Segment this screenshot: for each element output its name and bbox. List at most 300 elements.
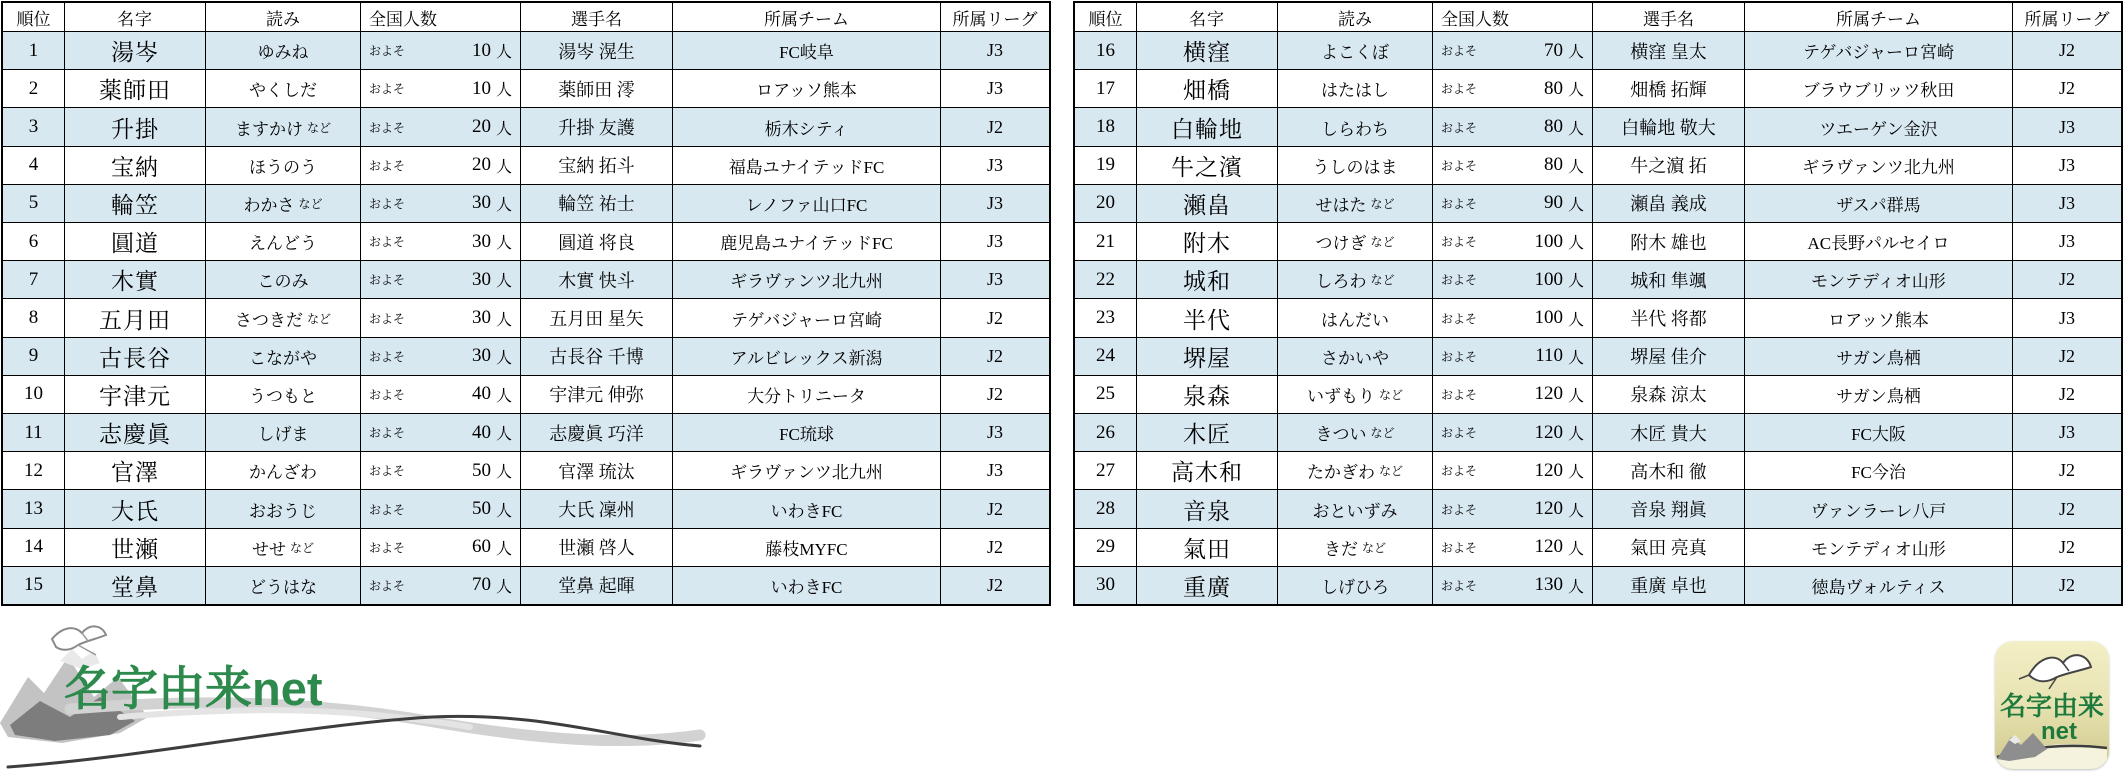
population-count: 100 <box>1534 307 1563 329</box>
team-cell: モンテディオ山形 <box>1745 260 2013 298</box>
rank-cell: 2 <box>3 69 65 107</box>
rank-cell: 14 <box>3 528 65 566</box>
population-cell <box>361 566 521 604</box>
surname-cell: 堂鼻 <box>65 566 206 604</box>
team-cell: ロアッソ熊本 <box>673 69 941 107</box>
population-cell <box>361 222 521 260</box>
team-cell: 福島ユナイテッドFC <box>673 146 941 184</box>
population-count: 110 <box>1535 345 1563 367</box>
surname-cell: 大氏 <box>65 489 206 527</box>
reading-cell <box>1278 489 1433 527</box>
team-cell: 栃木シティ <box>673 107 941 145</box>
player-name-cell: 湯岑 滉生 <box>521 31 673 69</box>
population-count: 30 <box>471 307 491 329</box>
surname-cell: 音泉 <box>1137 489 1278 527</box>
approx-label: およそ <box>1441 120 1478 135</box>
badge-graphic <box>1995 641 2109 769</box>
reading-text: せはた <box>1315 195 1367 215</box>
reading-note: など <box>1370 426 1395 441</box>
reading-text: はんだい <box>1321 310 1389 330</box>
population-cell <box>1433 222 1593 260</box>
reading-cell <box>206 107 361 145</box>
rank-cell: 17 <box>1075 69 1137 107</box>
league-cell: J3 <box>941 184 1049 222</box>
reading-text: せせ <box>251 539 286 559</box>
rank-cell: 7 <box>3 260 65 298</box>
league-cell: J2 <box>941 528 1049 566</box>
reading-cell <box>206 184 361 222</box>
league-cell: J3 <box>941 451 1049 489</box>
people-unit-label: 人 <box>495 235 512 253</box>
people-unit-label: 人 <box>495 82 512 100</box>
population-cell <box>361 375 521 413</box>
reading-cell <box>1278 31 1433 69</box>
league-cell: J2 <box>941 566 1049 604</box>
team-cell: AC長野パルセイロ <box>1745 222 2013 260</box>
column-header-3: 全国人数 <box>361 3 521 31</box>
rank-cell: 25 <box>1075 375 1137 413</box>
people-unit-label: 人 <box>1567 540 1584 558</box>
player-name-cell: 白輪地 敬大 <box>1593 107 1745 145</box>
population-cell <box>361 260 521 298</box>
team-cell: テゲバジャーロ宮崎 <box>673 298 941 336</box>
approx-label: およそ <box>1441 196 1478 211</box>
population-cell <box>1433 528 1593 566</box>
column-header-5: 所属チーム <box>1745 3 2013 31</box>
league-cell: J2 <box>2013 69 2121 107</box>
surname-cell: 升掛 <box>65 107 206 145</box>
people-unit-label: 人 <box>495 311 512 329</box>
league-cell: J3 <box>941 260 1049 298</box>
people-unit-label: 人 <box>495 273 512 291</box>
reading-cell <box>1278 107 1433 145</box>
reading-cell <box>1278 260 1433 298</box>
approx-label: およそ <box>369 464 406 479</box>
team-cell: モンテディオ山形 <box>1745 528 2013 566</box>
team-cell: テゲバジャーロ宮崎 <box>1745 31 2013 69</box>
population-count: 40 <box>471 383 491 405</box>
reading-cell <box>1278 413 1433 451</box>
league-cell: J2 <box>2013 489 2121 527</box>
reading-text: しろわ <box>1315 272 1367 292</box>
badge-text-line2: net <box>2041 718 2077 745</box>
rank-cell: 28 <box>1075 489 1137 527</box>
table-row <box>1075 146 2121 184</box>
team-cell: いわきFC <box>673 489 941 527</box>
team-cell: ギラヴァンツ北九州 <box>673 260 941 298</box>
player-name-cell: 音泉 翔眞 <box>1593 489 1745 527</box>
team-cell: レノファ山口FC <box>673 184 941 222</box>
column-header-0: 順位 <box>1075 3 1137 31</box>
league-cell: J2 <box>941 298 1049 336</box>
reading-text: うしのはま <box>1312 157 1398 177</box>
reading-text: きつい <box>1315 425 1367 445</box>
player-name-cell: 世瀬 啓人 <box>521 528 673 566</box>
league-cell: J2 <box>941 489 1049 527</box>
population-cell <box>1433 146 1593 184</box>
logo-text: 名字由来net <box>64 662 323 715</box>
surname-cell: 木匠 <box>1137 413 1278 451</box>
ink-mountain-logo-graphic <box>0 605 710 775</box>
reading-note: など <box>289 540 314 555</box>
table-row <box>1075 184 2121 222</box>
population-count: 130 <box>1534 574 1563 596</box>
league-cell: J2 <box>2013 528 2121 566</box>
player-name-cell: 畑橋 拓輝 <box>1593 69 1745 107</box>
approx-label: およそ <box>1441 349 1478 364</box>
population-cell <box>361 337 521 375</box>
player-name-cell: 五月田 星矢 <box>521 298 673 336</box>
league-cell: J3 <box>941 413 1049 451</box>
surname-cell: 古長谷 <box>65 337 206 375</box>
people-unit-label: 人 <box>1567 273 1584 291</box>
rank-cell: 26 <box>1075 413 1137 451</box>
reading-text: かんざわ <box>249 463 317 483</box>
reading-cell <box>206 413 361 451</box>
surname-cell: 瀬畠 <box>1137 184 1278 222</box>
approx-label: およそ <box>1441 158 1478 173</box>
team-cell: ザスパ群馬 <box>1745 184 2013 222</box>
league-cell: J2 <box>2013 260 2121 298</box>
player-name-cell: 横窪 皇太 <box>1593 31 1745 69</box>
people-unit-label: 人 <box>1567 502 1584 520</box>
league-cell: J3 <box>2013 413 2121 451</box>
reading-note: など <box>1370 196 1395 211</box>
team-cell: FC琉球 <box>673 413 941 451</box>
reading-text: きだ <box>1323 539 1358 559</box>
people-unit-label: 人 <box>1567 235 1584 253</box>
reading-text: つけぎ <box>1315 234 1367 254</box>
population-cell <box>361 184 521 222</box>
rank-cell: 24 <box>1075 337 1137 375</box>
rank-cell: 9 <box>3 337 65 375</box>
people-unit-label: 人 <box>495 464 512 482</box>
team-cell: ブラウブリッツ秋田 <box>1745 69 2013 107</box>
team-cell: ギラヴァンツ北九州 <box>1745 146 2013 184</box>
approx-label: およそ <box>1441 578 1478 593</box>
population-count: 90 <box>1543 192 1563 214</box>
reading-note: など <box>1378 387 1403 402</box>
population-count: 120 <box>1534 498 1563 520</box>
population-cell <box>1433 260 1593 298</box>
surname-cell: 圓道 <box>65 222 206 260</box>
team-cell: FC大阪 <box>1745 413 2013 451</box>
surname-cell: 木實 <box>65 260 206 298</box>
population-cell <box>1433 413 1593 451</box>
approx-label: およそ <box>369 502 406 517</box>
player-name-cell: 重廣 卓也 <box>1593 566 1745 604</box>
table-row <box>3 451 1049 489</box>
surname-cell: 牛之濱 <box>1137 146 1278 184</box>
column-header-2: 読み <box>1278 3 1433 31</box>
league-cell: J2 <box>941 337 1049 375</box>
rank-cell: 19 <box>1075 146 1137 184</box>
table-row <box>1075 260 2121 298</box>
population-count: 120 <box>1534 459 1563 481</box>
population-count: 70 <box>471 574 491 596</box>
player-name-cell: 木實 快斗 <box>521 260 673 298</box>
population-count: 80 <box>1543 116 1563 137</box>
player-name-cell: 志慶眞 巧洋 <box>521 413 673 451</box>
reading-note: など <box>1378 464 1403 479</box>
surname-ranking-table-right <box>1073 1 2123 606</box>
approx-label: およそ <box>1441 387 1478 402</box>
player-name-cell: 城和 隼颯 <box>1593 260 1745 298</box>
population-count: 50 <box>471 498 491 520</box>
reading-note: など <box>298 196 323 211</box>
approx-label: およそ <box>369 540 406 555</box>
approx-label: およそ <box>1441 502 1478 517</box>
player-name-cell: 半代 将都 <box>1593 298 1745 336</box>
site-logo <box>0 605 710 775</box>
population-cell <box>361 413 521 451</box>
reading-cell <box>1278 337 1433 375</box>
player-name-cell: 木匠 貴大 <box>1593 413 1745 451</box>
player-name-cell: 官澤 琉汰 <box>521 451 673 489</box>
table-row <box>3 184 1049 222</box>
surname-cell: 世瀬 <box>65 528 206 566</box>
approx-label: およそ <box>1441 464 1478 479</box>
population-count: 120 <box>1534 383 1563 405</box>
surname-cell: 附木 <box>1137 222 1278 260</box>
reading-cell <box>206 298 361 336</box>
reading-text: さつきだ <box>234 310 303 330</box>
table-row <box>1075 489 2121 527</box>
reading-text: しげひろ <box>1321 577 1389 597</box>
population-cell <box>361 528 521 566</box>
rank-cell: 5 <box>3 184 65 222</box>
surname-cell: 高木和 <box>1137 451 1278 489</box>
table-row <box>3 31 1049 69</box>
surname-cell: 泉森 <box>1137 375 1278 413</box>
population-count: 70 <box>1543 39 1563 61</box>
team-cell: サガン鳥栖 <box>1745 337 2013 375</box>
rank-cell: 10 <box>3 375 65 413</box>
people-unit-label: 人 <box>1567 311 1584 329</box>
approx-label: およそ <box>369 82 406 97</box>
column-header-0: 順位 <box>3 3 65 31</box>
population-cell <box>361 31 521 69</box>
surname-cell: 宝納 <box>65 146 206 184</box>
table-header-row <box>3 3 1049 31</box>
team-cell: 鹿児島ユナイテッドFC <box>673 222 941 260</box>
surname-cell: 重廣 <box>1137 566 1278 604</box>
surname-cell: 城和 <box>1137 260 1278 298</box>
league-cell: J2 <box>2013 451 2121 489</box>
rank-cell: 13 <box>3 489 65 527</box>
table-row <box>1075 375 2121 413</box>
rank-cell: 15 <box>3 566 65 604</box>
population-cell <box>361 298 521 336</box>
team-cell: サガン鳥栖 <box>1745 375 2013 413</box>
table-row <box>3 413 1049 451</box>
league-cell: J2 <box>2013 566 2121 604</box>
table-row <box>1075 528 2121 566</box>
people-unit-label: 人 <box>495 387 512 405</box>
league-cell: J3 <box>2013 222 2121 260</box>
reading-cell <box>1278 566 1433 604</box>
reading-cell <box>1278 375 1433 413</box>
population-cell <box>361 69 521 107</box>
reading-text: さかいや <box>1321 348 1389 368</box>
people-unit-label: 人 <box>1567 120 1584 138</box>
table-row <box>1075 107 2121 145</box>
column-header-4: 選手名 <box>521 3 673 31</box>
league-cell: J3 <box>941 31 1049 69</box>
team-cell: ギラヴァンツ北九州 <box>673 451 941 489</box>
population-cell <box>361 489 521 527</box>
player-name-cell: 氣田 亮真 <box>1593 528 1745 566</box>
column-header-1: 名字 <box>1137 3 1278 31</box>
player-name-cell: 高木和 徹 <box>1593 451 1745 489</box>
approx-label: およそ <box>369 120 406 135</box>
reading-cell <box>1278 69 1433 107</box>
reading-cell <box>206 566 361 604</box>
reading-cell <box>206 146 361 184</box>
surname-cell: 湯岑 <box>65 31 206 69</box>
people-unit-label: 人 <box>1567 387 1584 405</box>
reading-text: ますかけ <box>234 119 303 139</box>
player-name-cell: 牛之濵 拓 <box>1593 146 1745 184</box>
team-cell: 徳島ヴォルティス <box>1745 566 2013 604</box>
league-cell: J3 <box>941 146 1049 184</box>
team-cell: FC今治 <box>1745 451 2013 489</box>
surname-cell: 畑橋 <box>1137 69 1278 107</box>
reading-note: など <box>306 311 331 326</box>
reading-text: おといずみ <box>1312 501 1398 521</box>
league-cell: J2 <box>2013 375 2121 413</box>
rank-cell: 8 <box>3 298 65 336</box>
approx-label: およそ <box>369 273 406 288</box>
people-unit-label: 人 <box>495 502 512 520</box>
rank-cell: 23 <box>1075 298 1137 336</box>
rank-cell: 18 <box>1075 107 1137 145</box>
approx-label: およそ <box>1441 82 1478 97</box>
surname-cell: 氣田 <box>1137 528 1278 566</box>
rank-cell: 29 <box>1075 528 1137 566</box>
column-header-1: 名字 <box>65 3 206 31</box>
reading-text: しげま <box>257 425 309 445</box>
surname-cell: 半代 <box>1137 298 1278 336</box>
reading-cell <box>1278 298 1433 336</box>
table-row <box>3 528 1049 566</box>
player-name-cell: 圓道 将良 <box>521 222 673 260</box>
table-row <box>1075 413 2121 451</box>
league-cell: J3 <box>2013 107 2121 145</box>
rank-cell: 12 <box>3 451 65 489</box>
approx-label: およそ <box>369 44 406 59</box>
surname-cell: 堺屋 <box>1137 337 1278 375</box>
surname-ranking-table-left <box>1 1 1051 606</box>
reading-text: よこくぼ <box>1321 43 1389 63</box>
table-row <box>3 260 1049 298</box>
people-unit-label: 人 <box>1567 158 1584 176</box>
reading-text: たかぎわ <box>1306 463 1375 483</box>
reading-text: どうはな <box>249 577 317 597</box>
people-unit-label: 人 <box>495 540 512 558</box>
people-unit-label: 人 <box>495 196 512 214</box>
population-cell <box>1433 489 1593 527</box>
reading-text: このみ <box>257 272 309 292</box>
league-cell: J3 <box>941 222 1049 260</box>
team-cell: ツエーゲン金沢 <box>1745 107 2013 145</box>
player-name-cell: 堂鼻 起暉 <box>521 566 673 604</box>
team-cell: いわきFC <box>673 566 941 604</box>
people-unit-label: 人 <box>1567 578 1584 596</box>
column-header-3: 全国人数 <box>1433 3 1593 31</box>
reading-note: など <box>1370 235 1395 250</box>
rank-cell: 6 <box>3 222 65 260</box>
reading-text: ゆみね <box>257 43 309 63</box>
population-count: 10 <box>471 77 491 99</box>
rank-cell: 30 <box>1075 566 1137 604</box>
approx-label: およそ <box>1441 273 1478 288</box>
reading-text: えんどう <box>249 234 317 254</box>
reading-text: おおうじ <box>249 501 317 521</box>
people-unit-label: 人 <box>495 349 512 367</box>
approx-label: およそ <box>369 578 406 593</box>
league-cell: J3 <box>2013 146 2121 184</box>
people-unit-label: 人 <box>495 426 512 444</box>
people-unit-label: 人 <box>495 120 512 138</box>
reading-text: うつもと <box>249 386 317 406</box>
team-cell: 藤枝MYFC <box>673 528 941 566</box>
reading-cell <box>206 489 361 527</box>
team-cell: ヴァンラーレ八戸 <box>1745 489 2013 527</box>
people-unit-label: 人 <box>495 158 512 176</box>
population-count: 30 <box>471 268 491 290</box>
surname-cell: 官澤 <box>65 451 206 489</box>
league-cell: J3 <box>2013 298 2121 336</box>
reading-cell <box>1278 222 1433 260</box>
population-cell <box>1433 566 1593 604</box>
population-count: 120 <box>1534 536 1563 558</box>
rank-cell: 16 <box>1075 31 1137 69</box>
league-cell: J2 <box>941 375 1049 413</box>
column-header-6: 所属リーグ <box>952 9 1038 29</box>
league-cell: J2 <box>2013 31 2121 69</box>
reading-text: いずもり <box>1306 386 1375 406</box>
rank-cell: 4 <box>3 146 65 184</box>
table-row <box>1075 69 2121 107</box>
population-count: 20 <box>471 154 491 176</box>
reading-text: やくしだ <box>249 81 317 101</box>
site-badge <box>1995 641 2109 769</box>
population-count: 120 <box>1534 421 1563 443</box>
reading-note: など <box>1370 273 1395 288</box>
rank-cell: 27 <box>1075 451 1137 489</box>
table-row <box>3 298 1049 336</box>
column-header-5: 所属チーム <box>673 3 941 31</box>
rank-cell: 22 <box>1075 260 1137 298</box>
league-cell: J3 <box>941 69 1049 107</box>
people-unit-label: 人 <box>1567 426 1584 444</box>
approx-label: およそ <box>1441 540 1478 555</box>
table-row <box>3 107 1049 145</box>
table-row <box>1075 222 2121 260</box>
team-cell: ロアッソ熊本 <box>1745 298 2013 336</box>
player-name-cell: 瀬畠 義成 <box>1593 184 1745 222</box>
table-row <box>3 375 1049 413</box>
table-row <box>1075 566 2121 604</box>
surname-cell: 薬師田 <box>65 69 206 107</box>
population-cell <box>1433 31 1593 69</box>
population-cell <box>1433 451 1593 489</box>
reading-text: ほうのう <box>249 157 317 177</box>
population-count: 100 <box>1534 230 1563 252</box>
approx-label: およそ <box>1441 235 1478 250</box>
approx-label: およそ <box>1441 426 1478 441</box>
